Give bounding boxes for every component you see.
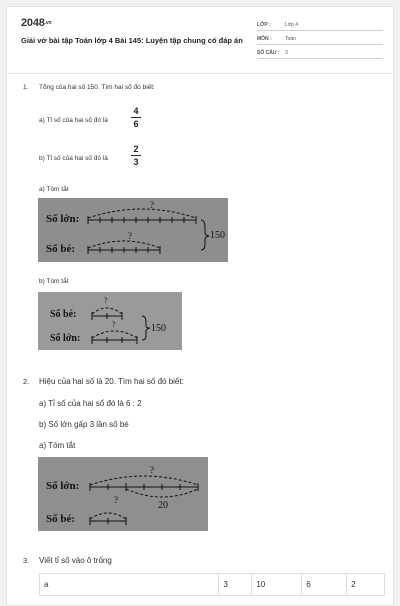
q1-text: Tổng của hai số 150. Tìm hai số đó biết: [39,84,155,91]
ratio-table [39,573,385,596]
table-cell: 10 [252,574,302,596]
q2-a-text: a) Tỉ số của hai số đó là 6 : 2 [39,399,142,408]
q2-diagram [38,457,208,531]
diagram-c-question-2: ? [114,495,118,505]
site-logo[interactable]: 2048.vn [21,17,52,29]
q2-text: Hiệu của hai số là 20. Tìm hai số đó biết: [39,377,184,386]
meta-subject: MÔN : Toán [257,35,383,45]
meta-grade: LỚP : Lớp 4 [257,21,383,31]
meta-question-count: SỐ CÂU : 3 [257,49,383,59]
q1-a-fraction: 4 6 [131,106,141,129]
q3-number: 3. [23,556,30,565]
q1-summary-a-label: a) Tóm tắt [39,186,69,193]
q1-diagram-b [38,292,182,350]
q1-b-text: b) Tỉ số của hai số đó là [39,155,108,162]
q1-diagram-a [38,198,228,262]
table-cell: a [40,574,219,596]
diagram-b-row1-label: Số bé: [50,309,77,320]
q2-summary-label: a) Tóm tắt [39,441,76,450]
diagram-c-difference: 20 [158,500,168,511]
q1-number: 1. [23,84,29,91]
table-cell: 6 [302,574,347,596]
page-title: Giải vở bài tập Toán lớp 4 Bài 145: Luyện tập chung có đáp án [21,36,243,45]
q1-summary-b-label: b) Tóm tắt [39,278,69,285]
document-sheet [6,6,394,606]
diagram-a-total: 150 [210,230,225,241]
q2-number: 2. [23,377,30,386]
q2-b-text: b) Số lớn gấp 3 lần số bé [39,420,129,429]
diagram-b-question-2: ? [112,320,116,329]
q1-b-fraction: 2 3 [131,144,141,167]
diagram-a-row2-label: Số bé: [46,243,76,255]
document-header [7,7,394,69]
q3-text: Viết tỉ số vào ô trống [39,556,112,565]
diagram-a-row1-label: Số lớn: [46,213,80,225]
diagram-c-question-1: ? [150,465,154,475]
diagram-a-question-2: ? [128,231,132,241]
q1-a-text: a) Tỉ số của hai số đó là [39,117,108,124]
diagram-c-row2-label: Số bé: [46,513,76,525]
table-cell: 2 [347,574,385,596]
diagram-b-total: 150 [151,323,166,334]
diagram-b-row2-label: Số lớn: [50,333,81,344]
table-row [40,574,385,596]
header-divider [7,73,394,74]
diagram-a-question-1: ? [150,200,154,210]
diagram-b-question-1: ? [104,296,108,305]
diagram-c-row1-label: Số lớn: [46,480,80,492]
table-cell: 3 [219,574,252,596]
